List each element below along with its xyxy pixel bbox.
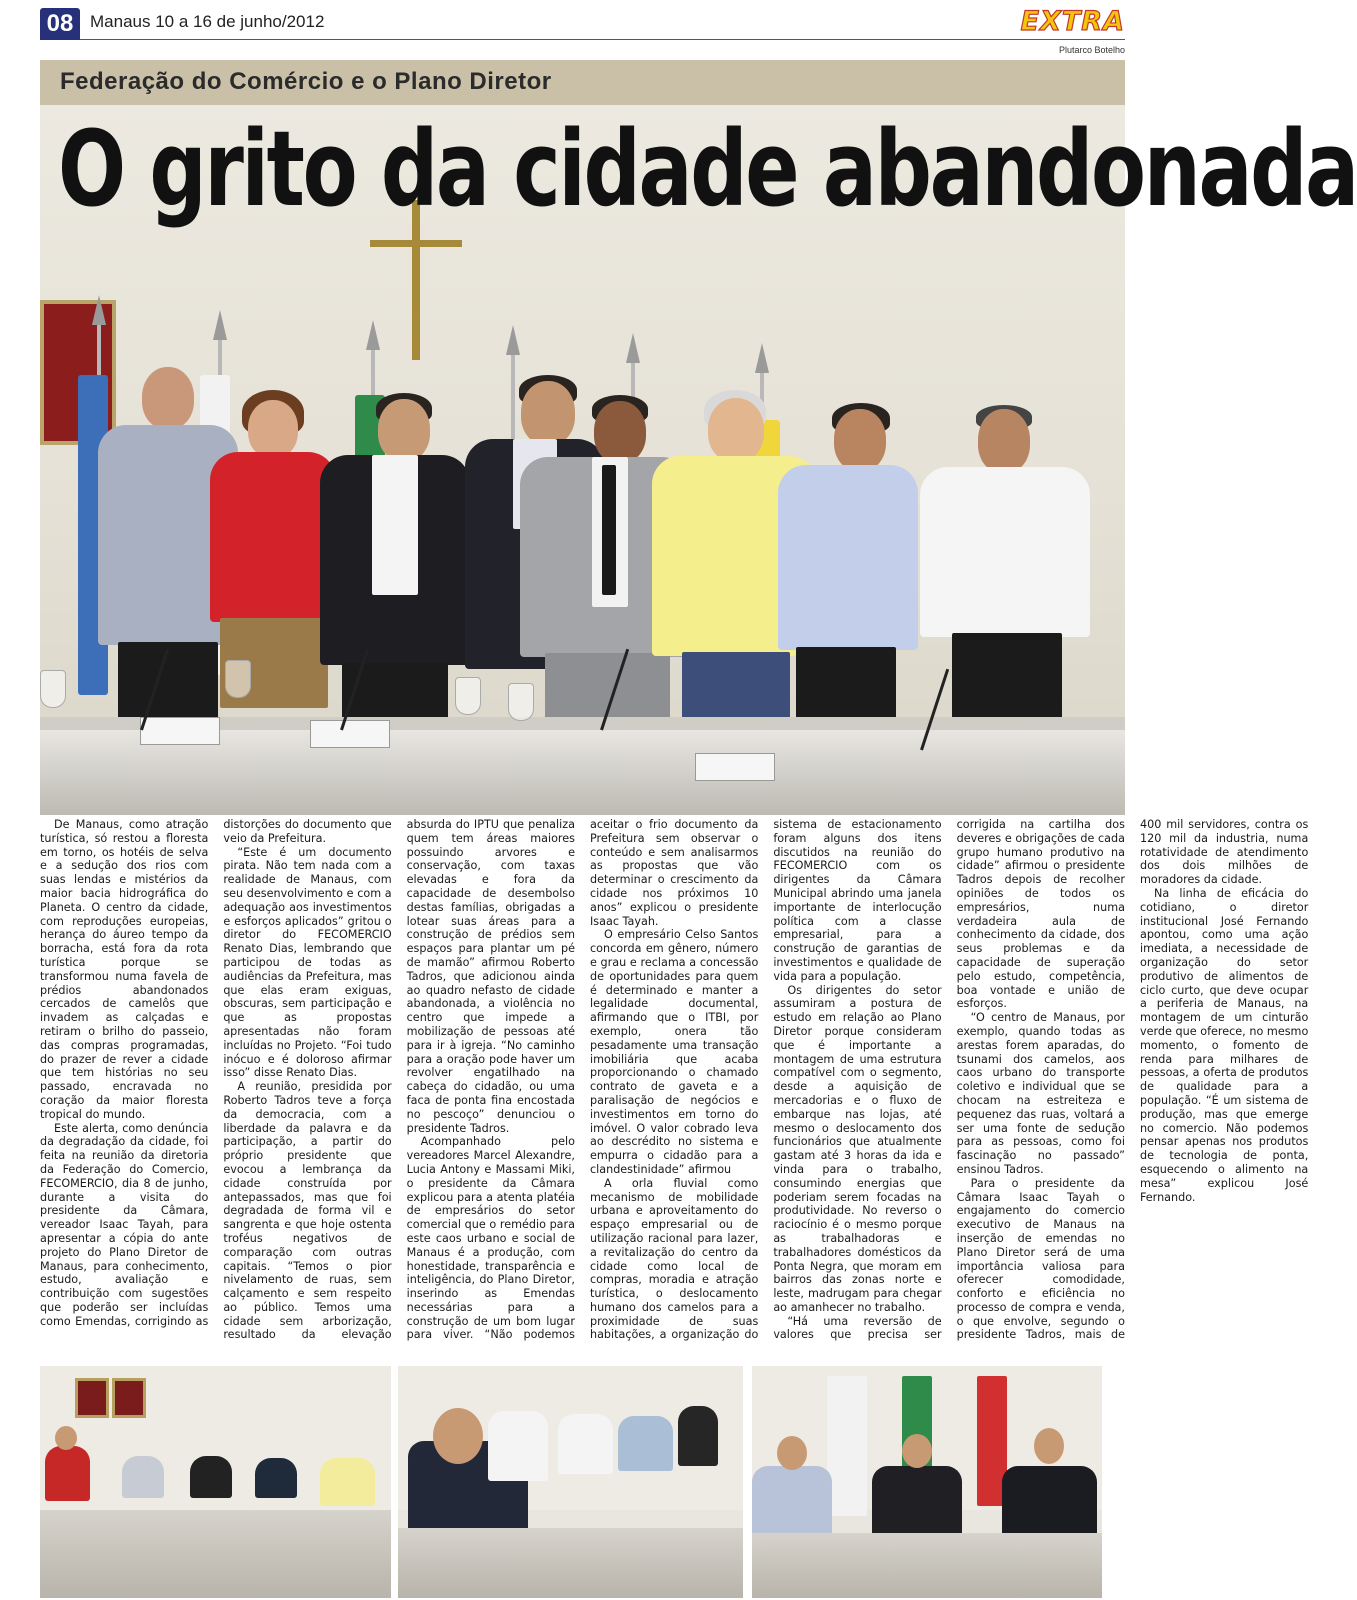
article-paragraph: “Este é um documento pirata. Não tem nada com a realidade de Manaus, com seu desenvolvimento e com a adequação aos investimentos e esforços aplicados” gritou o diretor do FECOMERCIO Renato Dias, lembrando que participou de todas as audiências da Prefeitura, mas que elas eram exiguas, obscuras, sem participação e que as propostas apresentadas não foram incluídas no Projeto. “Foi tudo inócuo e é doloroso afirmar isso” disse Renato Dias.	[223, 845, 392, 1080]
flag-tip	[92, 295, 106, 325]
article-paragraph: Este alerta, como denúncia da degradação da cidade, foi feita na reunião da diretoria da Federação do Comercio, FECOMERCIO, dia 8 de junho, durante a visita do presidente da Câmara, vereador Isaac Tayah, para apresentar a cópia do ante projeto do Plano Diretor de Manaus, para conhecimento, estudo, avaliação e contribuição com sugestões que poderão ser incluídas como Emendas, corrigindo as distorções do documento que veio da Prefeitura.	[40, 818, 392, 1328]
photo-credit: Plutarco Botelho	[1058, 45, 1125, 55]
article-paragraph: A reunião, presidida por Roberto Tadros teve a força da democracia, com a liberdade da palavra e da participação, a partir do próprio presidente que evocou a lembrança da cidade construída por antepassados, mas que foi degradada de forma vil e sangrenta e que hoje ostenta troféus negativos de comparação com outras capitais. “Temos o pior nivelamento de ruas, sem calçamento e sem respeito ao público. Temos uma cidade sem arborização, resultado da elevação absurda do IPTU que penaliza quem tem áreas maiores possuindo arvores e conservação, com taxas elevadas e fora da capacidade de desembolso destas famílias, obrigadas a lotear suas áreas para a construção de prédios sem espaços para plantar um pé de mamão” afirmou Roberto Tadros, que adicionou ainda ao quadro nefasto de cidade abandonada, a violência no centro que impede a mobilização de pessoas até para ir à igreja. “No caminho para a oração pode haver um revolver engatilhado na cabeça do cidadão, ou uma faca de ponta fina encostada no pescoço” denunciou o presidente Tadros.	[223, 818, 575, 1342]
meeting-photo-center	[398, 1366, 743, 1598]
crucifix-crossbar	[370, 240, 462, 247]
section-kicker-bar	[40, 60, 1125, 105]
article-paragraph: Para o presidente da Câmara Isaac Tayah o engajamento do comercio executivo de Manaus na inserção de emendas no Plano Diretor será de uma importância valiosa para oferecer comodidade, conforto e eficiência no processo de compra e venda, o que envolve, segundo o presidente Tadros, mais de 400 mil servidores, contra os 120 mil da industria, numa rotatividade de atendimento dos dois milhões de moradores da cidade.	[956, 818, 1309, 1342]
flag-tip	[213, 310, 227, 340]
water-glass	[40, 670, 66, 708]
article-paragraph: Acompanhado pelo vereadores Marcel Alexandre, Lucia Antony e Massami Miki, o presidente da Câmara explicou para a atenta platéia de empresários do setor comercial que o remédio para este caos urbano e social de Manaus é a produção, com honestidade, transparência e inteligência, do Plano Diretor, inserindo as Emendas necessárias para a construção de um bom lugar para viver. “Não podemos aceitar o frio documento da Prefeitura sem observar o conteúdo e sem analisarmos as propostas que vão determinar o crescimento da cidade nos próximos 10 anos” explicou o presidente Isaac Tayah.	[406, 818, 759, 1342]
newspaper-logo: EXTRA	[1020, 6, 1125, 37]
edition-date: Manaus 10 a 16 de junho/2012	[90, 12, 325, 31]
flag-tip	[755, 343, 769, 373]
article-paragraph: O empresário Celso Santos concorda em gênero, número e grau e reclama a concessão de oportunidades para quem é determinado e manter a legalidade documental, afirmando que o ITBI, por exemplo, onera tão pesadamente uma transação imobiliária que acaba proporcionando o chamado contrato de gaveta e a paralisação de negócios e investimentos em torno do imóvel. O valor cobrado leva ao descrédito no sistema e empurra o cidadão para a clandestinidade” afirmou	[589, 928, 759, 1176]
article-paragraph: “Há uma reversão de valores que precisa ser corrigida na cartilha dos deveres e obrigações de cada grupo humano produtivo na cidade” afirmou o presidente Tadros depois de recolher opiniões de todos os empresários, numa verdadeira aula de conhecimento da cidade, dos seus problemas e da capacidade de superação pelo estudo, competência, boa vontade e união de esforços.	[773, 818, 1125, 1342]
page-number: 08	[40, 8, 80, 40]
article-paragraph: Na linha de eficácia do cotidiano, o diretor institucional José Fernando apontou, como uma ação imediata, a necessidade de organização do setor produtivo de alimentos de ciclo curto, que deve ocupar a periferia de Manaus, na montagem de um cinturão verde que oferece, no mesmo momento, o fomento de renda para milhares de pessoas, a oferta de produtos de qualidade para a população. “É um sistema de produção, mas que emerge no comercio. Não podemos pensar apenas nos produtos de tecnologia de ponta, esquecendo o alimento na mesa” explicou José Fernando.	[1139, 886, 1309, 1204]
article-paragraph: De Manaus, como atração turística, só restou a floresta em torno, os hotéis de selva e a sedução dos rios com suas lendas e mistérios da maior bacia hidrográfica do Planeta. O centro da cidade, com reproduções europeias, herança do áureo tempo da borracha, está fora da rota turística porque se transformou numa favela de prédios abandonados cercados de camelôs que invadem as calçadas e retiram o brilho do passeio, das compras programadas, do prazer de rever a cidade que tem histórias no seu passado, encravada no coração da maior floresta tropical do mundo.	[40, 818, 209, 1121]
article-paragraph: A orla fluvial como mecanismo de mobilidade urbana e aproveitamento do espaço empresarial ou de utilização racional para lazer, a revitalização do centro da cidade como local de compras, moradia e atração turística, o deslocamento humano dos camelos para a proximidade de suas habitações, a organização do sistema de estacionamento foram alguns dos itens discutidos na reunião do FECOMERCIO com os dirigentes da Câmara Municipal abrindo uma janela importante de interlocução política com a classe empresarial, para a construção de garantias de investimentos e qualidade de vida para a população.	[589, 818, 942, 1342]
article-paragraph: “O centro de Manaus, por exemplo, quando todas as arestas forem aparadas, do tsunami dos camelos, aos caos urbano do transporte coletivo e individual que se chocam na estreiteza e pequenez das ruas, voltará a ser uma fonte de sedução para as pessoas, como foi fascinação no passado” ensinou Tadros.	[956, 1011, 1125, 1176]
section-kicker: Federação do Comércio e o Plano Diretor	[60, 68, 552, 95]
name-plaque	[310, 720, 390, 748]
meeting-photo-right	[752, 1366, 1102, 1598]
wall-portrait	[75, 1378, 109, 1418]
meeting-photo-left	[40, 1366, 391, 1598]
main-photo	[40, 105, 1357, 815]
page-header	[40, 6, 1125, 40]
water-glass	[508, 683, 534, 721]
name-plaque	[695, 753, 775, 781]
flag-tip	[506, 325, 520, 355]
headline: O grito da cidade abandonada	[58, 108, 1357, 230]
flag-tip	[626, 333, 640, 363]
flag-tip	[366, 320, 380, 350]
wall-portrait	[112, 1378, 146, 1418]
name-plaque	[140, 717, 220, 745]
article-paragraph: Os dirigentes do setor assumiram a postura de estudo em relação ao Plano Diretor porque consideram que é importante a montagem de uma estrutura compatível com o segmento, desde a aquisição de mercadorias e o fluxo de embarque nas lojas, até mesmo o deslocamento dos funcionários que atualmente gastam até 3 horas da ida e vinda para o trabalho, consumindo energias que poderiam serem focadas na produtividade. No reverso o raciocínio é o mesmo porque as trabalhadoras e trabalhadores domésticos da Ponta Negra, que moram em bairros das zonas norte e leste, madrugam para chegar ao amanhecer no trabalho.	[773, 983, 942, 1314]
water-glass	[225, 660, 251, 698]
water-glass	[455, 677, 481, 715]
article-body	[40, 818, 1309, 1348]
